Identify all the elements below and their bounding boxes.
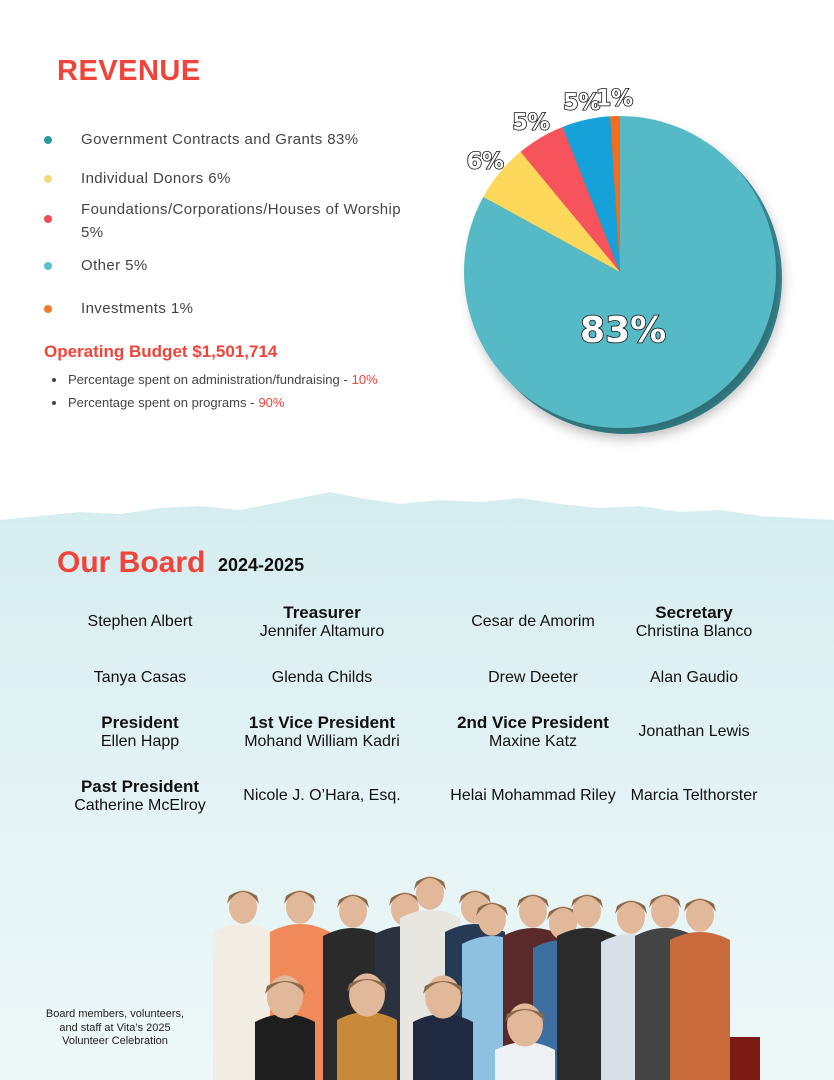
legend-label: Individual Donors 6%	[81, 170, 231, 187]
legend-label: Other 5%	[81, 257, 148, 274]
legend-item	[44, 128, 424, 151]
operating-budget-title: Operating Budget $1,501,714	[44, 342, 278, 361]
legend-dot	[44, 262, 52, 270]
photo-caption: Board members, volunteers, and staff at Vita’s 2025 Volunteer Celebration	[45, 1008, 185, 1047]
board-member-name: Stephen Albert	[87, 613, 193, 630]
board-member-name: Catherine McElroy	[74, 797, 206, 814]
legend-dot	[44, 305, 52, 313]
board-member-name: Tanya Casas	[93, 669, 187, 686]
legend-label: Investments 1%	[81, 300, 194, 317]
board-member-role: 1st Vice President	[248, 713, 396, 732]
board-member	[222, 603, 422, 641]
bullet-icon	[52, 401, 56, 405]
legend-dot	[44, 175, 52, 183]
budget-item-value: 90%	[258, 395, 285, 410]
pie-slice-label: 5%	[512, 110, 550, 136]
legend-item	[44, 198, 424, 244]
legend-item	[44, 254, 424, 277]
budget-item-value: 10%	[351, 372, 378, 387]
revenue-title: REVENUE	[57, 55, 201, 87]
budget-item-text: Percentage spent on programs -	[68, 395, 255, 410]
legend-item	[44, 297, 424, 320]
legend-item	[44, 167, 424, 190]
board-member-name: Glenda Childs	[271, 669, 373, 686]
budget-list	[52, 368, 378, 414]
pie-slice-label: 83%	[580, 310, 667, 351]
budget-item-text: Percentage spent on administration/fundraising -	[68, 372, 348, 387]
board-member-name: Mohand William Kadri	[244, 733, 400, 750]
pie-slice-label: 1%	[595, 86, 634, 112]
board-member	[40, 713, 240, 751]
board-member-name: Marcia Telthorster	[630, 787, 758, 804]
board-member	[594, 722, 794, 741]
board-member-name: Maxine Katz	[488, 733, 578, 750]
board-member	[222, 786, 422, 805]
board-member-role: Past President	[80, 777, 200, 796]
board-member	[222, 713, 422, 751]
board-member	[40, 668, 240, 687]
board-member-name: Alan Gaudio	[649, 669, 739, 686]
board-title: Our Board	[57, 546, 206, 579]
bullet-icon	[52, 378, 56, 382]
board-member-name: Nicole J. O’Hara, Esq.	[243, 787, 401, 804]
board-member-name: Cesar de Amorim	[471, 613, 595, 630]
legend-dot	[44, 215, 52, 223]
board-year: 2024-2025	[218, 555, 305, 575]
legend-label: Government Contracts and Grants 83%	[81, 131, 359, 148]
board-member-role: President	[101, 713, 179, 732]
legend-dot	[44, 136, 52, 144]
board-member-name: Helai Mohammad Riley	[450, 787, 616, 804]
board-member	[594, 603, 794, 641]
pie-slice-label: 6%	[466, 149, 505, 175]
board-member-name: Drew Deeter	[488, 669, 578, 686]
board-member-name: Christina Blanco	[635, 623, 753, 640]
board-member	[40, 612, 240, 631]
pie-svg	[440, 60, 834, 460]
pie-slice-label: 5%	[563, 90, 601, 116]
board-member-name: Jonathan Lewis	[638, 723, 750, 740]
board-member	[40, 777, 240, 815]
legend-label: Foundations/Corporations/Houses of Worship 5%	[81, 201, 402, 241]
board-member-role: 2nd Vice President	[457, 713, 609, 732]
budget-item	[52, 368, 378, 391]
board-member-role: Secretary	[655, 603, 733, 622]
board-member	[594, 786, 794, 805]
board-member-role: Treasurer	[283, 603, 361, 622]
board-member	[222, 668, 422, 687]
group-photo	[195, 852, 760, 1080]
revenue-pie-chart	[440, 60, 834, 460]
board-member-name: Jennifer Altamuro	[259, 623, 385, 640]
board-member	[594, 668, 794, 687]
budget-item	[52, 391, 378, 414]
board-member-name: Ellen Happ	[100, 733, 180, 750]
